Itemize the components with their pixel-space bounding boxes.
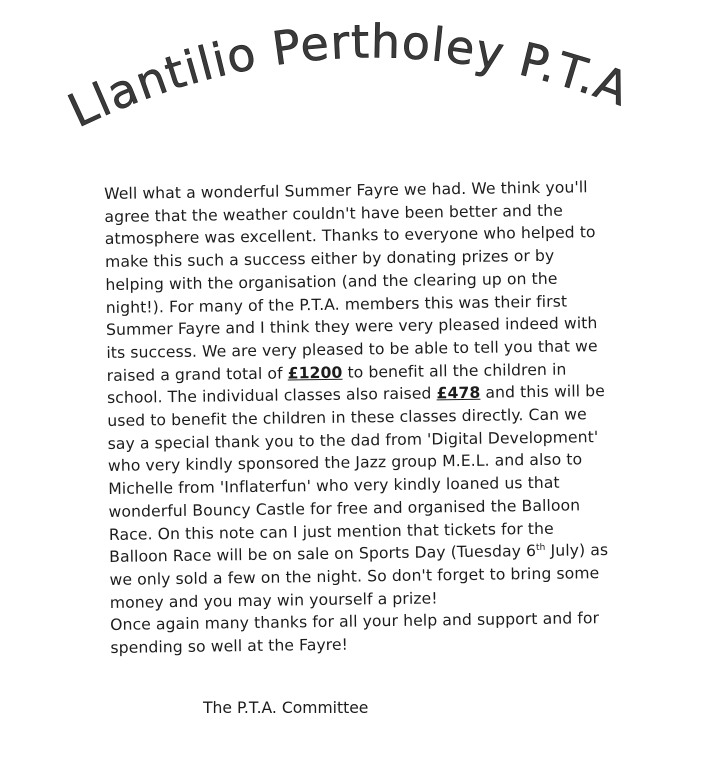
letter-text: and this will be	[480, 382, 606, 403]
classes-total-amount: £478	[436, 384, 481, 403]
letter-text: make this such a success either by donating prizes or by	[104, 246, 555, 272]
letter-text: Summer Fayre and I think they were very pleased indeed with	[105, 314, 598, 340]
letter-text: its success. We are very pleased to be able to tell you that we	[106, 337, 598, 362]
letter-text: money and you may win yourself a prize!	[109, 589, 438, 612]
letter-text: Well what a wonderful Summer Fayre we had. We think you'll	[104, 178, 588, 203]
ordinal-suffix: th	[535, 543, 546, 554]
letter-text: Race. On this note can I just mention that tickets for the	[108, 519, 554, 544]
letter-body	[104, 175, 651, 659]
grand-total-amount: £1200	[287, 363, 343, 383]
letter-text: Balloon Race will be on sale on Sports Day (Tuesday 6	[109, 542, 537, 567]
page-title	[0, 0, 716, 170]
letter-text: wonderful Bouncy Castle for free and organised the Balloon	[108, 496, 581, 521]
letter-text: used to benefit the children in these classes directly. Can we	[107, 405, 587, 431]
letter-text: who very kindly sponsored the Jazz group M.E.L. and also to	[107, 450, 583, 476]
letter-text: helping with the organisation (and the clearing up on the	[105, 269, 558, 294]
letter-text: raised a grand total of	[106, 364, 288, 385]
signature: The P.T.A. Committee	[203, 699, 369, 717]
letter-text: agree that the weather couldn't have been better and the	[104, 201, 564, 226]
letter-text: night!). For many of the P.T.A. members this was their first	[105, 292, 568, 317]
letter-text: to benefit all the children in	[342, 360, 567, 382]
letter-text: atmosphere was excellent. Thanks to everyone who helped to	[104, 223, 596, 249]
page-title-path-text: Llantilio Pertholey P.T.A	[59, 14, 636, 138]
letter-text: July) as	[545, 541, 609, 561]
letter-text: Michelle from 'Inflaterfun' who very kindly loaned us that	[108, 473, 560, 499]
letter-text: Once again many thanks for all your help and support and for	[110, 609, 600, 635]
letter-text: school. The individual classes also raised	[106, 384, 437, 408]
letter-text: say a special thank you to the dad from 'Digital Development'	[107, 427, 599, 453]
page-title-text	[60, 14, 636, 138]
letter-text: spending so well at the Fayre!	[110, 635, 349, 658]
letter-text: we only sold a few on the night. So don't forget to bring some	[109, 564, 600, 589]
